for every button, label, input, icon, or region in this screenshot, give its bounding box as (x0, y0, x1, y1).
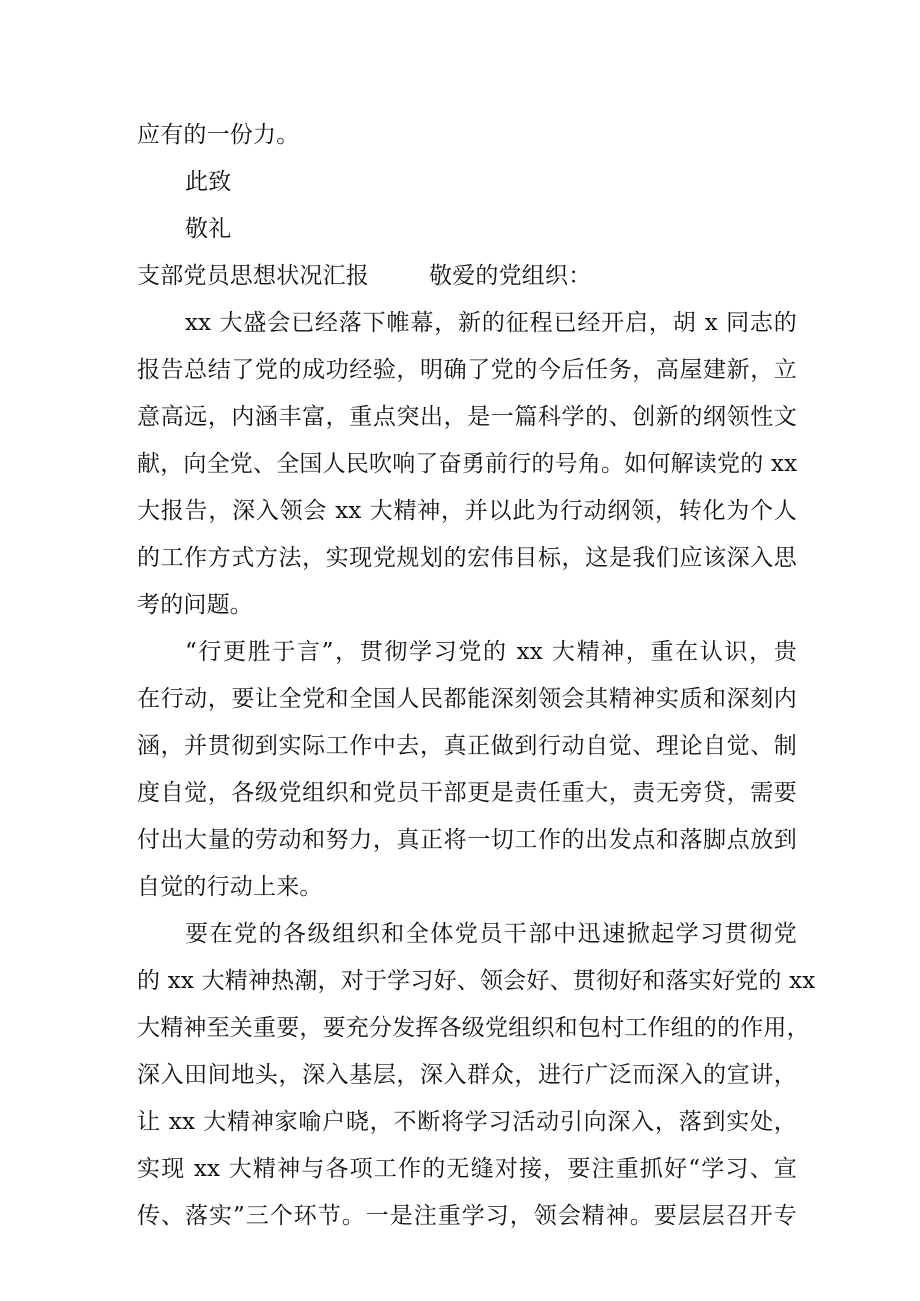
paragraph-1-line-5: 大报告，深入领会 xx 大精神，并以此为行动纲领，转化为个人 (137, 498, 797, 524)
paragraph-2-line-3: 涵，并贯彻到实际工作中去，真正做到行动自觉、理论自觉、制 (137, 733, 797, 759)
document-body (137, 112, 816, 1240)
paragraph-2-line-6: 自觉的行动上来。 (137, 874, 323, 900)
paragraph-3-line-5: 让 xx 大精神家喻户晓，不断将学习活动引向深入，落到实处， (137, 1109, 797, 1135)
paragraph-1-line-1: xx 大盛会已经落下帷幕，新的征程已经开启，胡 x 同志的 (185, 310, 797, 336)
paragraph-1-line-7: 考的问题。 (137, 592, 253, 618)
report-salutation: 敬爱的党组织： (429, 263, 592, 289)
paragraph-3-line-3: 大精神至关重要，要充分发挥各级党组织和包村工作组的的作用， (137, 1015, 810, 1041)
closing-line-jingli: 敬礼 (185, 216, 232, 242)
paragraph-2-line-5: 付出大量的劳动和努力，真正将一切工作的出发点和落脚点放到 (137, 827, 797, 853)
report-title: 支部党员思想状况汇报 (137, 263, 369, 289)
paragraph-2-line-1: “行更胜于言”，贯彻学习党的 xx 大精神，重在认识，贵 (185, 639, 797, 665)
paragraph-2-line-2: 在行动，要让全党和全国人民都能深刻领会其精神实质和深刻内 (137, 686, 797, 712)
paragraph-1-line-4: 献，向全党、全国人民吹响了奋勇前行的号角。如何解读党的 xx (137, 451, 798, 477)
paragraph-2-line-4: 度自觉，各级党组织和党员干部更是责任重大，责无旁贷，需要 (137, 780, 797, 806)
paragraph-1-line-6: 的工作方式方法，实现党规划的宏伟目标，这是我们应该深入思 (137, 545, 797, 571)
closing-line-cizhi: 此致 (185, 169, 232, 195)
paragraph-1-line-2: 报告总结了党的成功经验，明确了党的今后任务，高屋建新，立 (137, 357, 797, 383)
paragraph-3-line-4: 深入田间地头，深入基层，深入群众，进行广泛而深入的宣讲， (137, 1062, 797, 1088)
paragraph-3-line-7: 传、落实”三个环节。一是注重学习，领会精神。要层层召开专 (137, 1203, 797, 1229)
intro-tail-line: 应有的一份力。 (137, 122, 300, 148)
paragraph-3-line-2: 的 xx 大精神热潮，对于学习好、领会好、贯彻好和落实好党的 xx (137, 968, 816, 994)
paragraph-1-line-3: 意高远，内涵丰富，重点突出，是一篇科学的、创新的纲领性文 (137, 404, 797, 430)
report-heading (137, 253, 797, 300)
paragraph-3-line-1: 要在党的各级组织和全体党员干部中迅速掀起学习贯彻党 (185, 921, 797, 947)
paragraph-3-line-6: 实现 xx 大精神与各项工作的无缝对接，要注重抓好“学习、宣 (137, 1156, 797, 1182)
